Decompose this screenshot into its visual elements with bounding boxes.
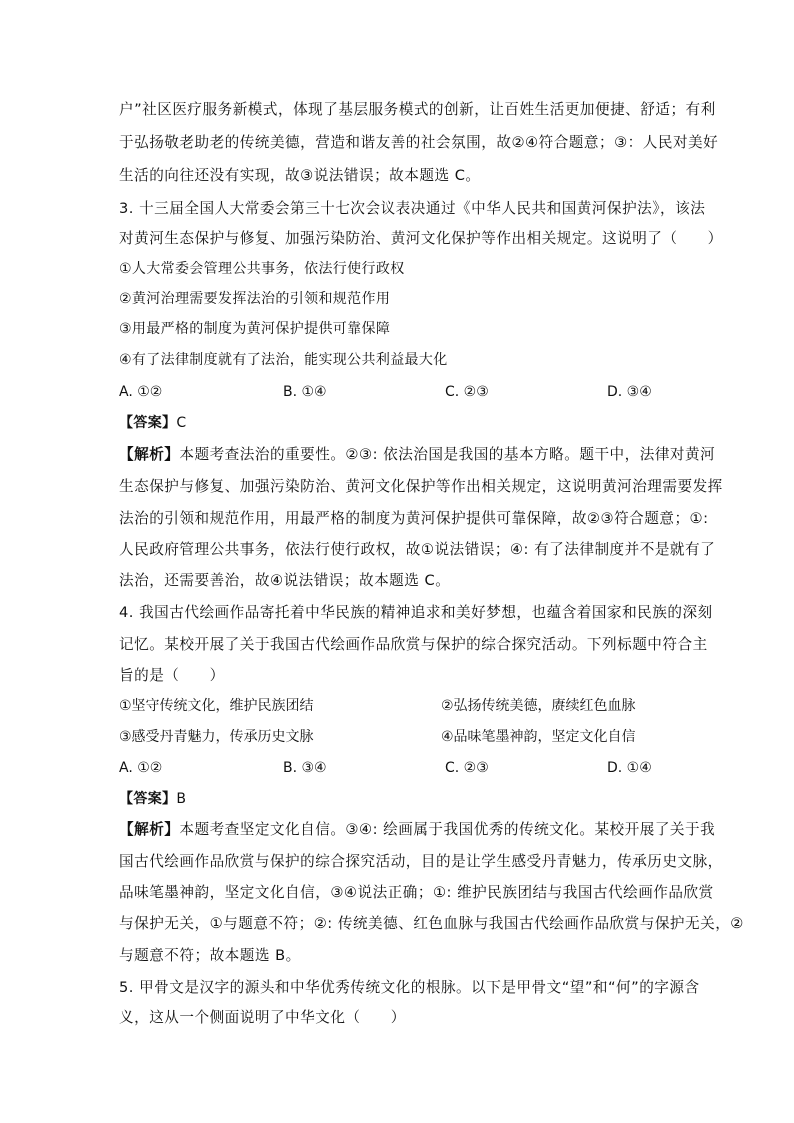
question-3-analysis: 法治，还需要善治，故④说法错误；故本题选 C。 — [119, 572, 451, 589]
question-5-stem: 义，这从一个侧面说明了中华文化（ ） — [119, 1009, 406, 1026]
question-3-analysis — [119, 445, 715, 465]
analysis-label: 【解析】 — [119, 446, 180, 463]
question-3-analysis: 人民政府管理公共事务，依法行使行政权，故①说法错误；④: 有了法律制度并不是就有了 — [119, 541, 716, 558]
question-5-stem: 5. 甲骨文是汉字的源头和中华优秀传统文化的根脉。以下是甲骨文“望”和“何”的字源含 — [119, 979, 700, 996]
option-c: C. ②③ — [445, 384, 489, 400]
text-line: 户”社区医疗服务新模式，体现了基层服务模式的创新，让百姓生活更加便捷、舒适；有利 — [119, 101, 716, 118]
option-a: A. ①② — [119, 384, 163, 400]
question-4-item: ④品味笔墨神韵，坚定文化自信 — [441, 729, 636, 745]
question-4-analysis: 国古代绘画作品欣赏与保护的综合探究活动，目的是让学生感受丹青魅力，传承历史文脉， — [119, 853, 723, 870]
question-3-item: ③用最严格的制度为黄河保护提供可靠保障 — [119, 321, 391, 337]
question-4-analysis: 与保护无关，①与题意不符；②: 传统美德、红色血脉与我国古代绘画作品欣赏与保护无关，② — [119, 915, 744, 932]
option-d: D. ①④ — [607, 760, 652, 776]
answer-label: 【答案】 — [119, 791, 177, 807]
question-3-stem: 3. 十三届全国人大常委会第三十七次会议表决通过《中华人民共和国黄河保护法》，该法 — [119, 200, 706, 217]
question-4-stem: 旨的是（ ） — [119, 667, 225, 684]
question-4-analysis: 与题意不符；故本题选 B。 — [119, 947, 301, 964]
question-4-analysis: 品味笔墨神韵，坚定文化自信，③④说法正确；①: 维护民族团结与我国古代绘画作品欣赏 — [119, 884, 714, 901]
question-4-stem: 4. 我国古代绘画作品寄托着中华民族的精神追求和美好梦想，也蕴含着国家和民族的深刻 — [119, 604, 713, 621]
option-c: C. ②③ — [445, 760, 489, 776]
question-3-item: ④有了法律制度就有了法治，能实现公共利益最大化 — [119, 352, 448, 368]
question-3-answer — [119, 413, 187, 433]
question-4-item: ①坚守传统文化，维护民族团结 — [119, 698, 314, 714]
option-a: A. ①② — [119, 760, 163, 776]
question-3-item: ①人大常委会管理公共事务，依法行使行政权 — [119, 261, 405, 277]
analysis-text: 本题考查法治的重要性。②③: 依法治国是我国的基本方略。题干中，法律对黄河 — [179, 446, 716, 463]
text-line: 于弘扬敬老助老的传统美德，营造和谐友善的社会氛围，故②④符合题意；③：人民对美好 — [119, 134, 719, 151]
option-b: B. ①④ — [283, 384, 327, 400]
question-3-options — [119, 382, 679, 402]
analysis-label: 【解析】 — [119, 821, 180, 838]
text-line: 生活的向往还没有实现，故③说法错误；故本题选 C。 — [119, 167, 481, 184]
answer-value: B — [176, 791, 187, 807]
question-4-items-row — [119, 696, 679, 716]
analysis-text: 本题考查坚定文化自信。③④: 绘画属于我国优秀的传统文化。某校开展了关于我 — [179, 821, 716, 838]
answer-value: C — [176, 415, 187, 431]
answer-label: 【答案】 — [119, 415, 177, 431]
question-4-item: ②弘扬传统美德，赓续红色血脉 — [441, 698, 636, 714]
question-3-analysis: 法治的引领和规范作用，用最严格的制度为黄河保护提供可靠保障，故②③符合题意；①: — [119, 510, 709, 527]
question-4-analysis — [119, 820, 715, 840]
question-3-stem: 对黄河生态保护与修复、加强污染防治、黄河文化保护等作出相关规定。这说明了（ ） — [119, 230, 723, 247]
option-d: D. ③④ — [607, 384, 652, 400]
question-4-stem: 记忆。某校开展了关于我国古代绘画作品欣赏与保护的综合探究活动。下列标题中符合主 — [119, 636, 708, 653]
question-4-item: ③感受丹青魅力，传承历史文脉 — [119, 729, 314, 745]
option-b: B. ③④ — [283, 760, 327, 776]
question-3-item: ②黄河治理需要发挥法治的引领和规范作用 — [119, 291, 391, 307]
question-4-options — [119, 758, 679, 778]
question-4-items-row — [119, 727, 679, 747]
question-3-analysis: 生态保护与修复、加强污染防治、黄河文化保护等作出相关规定，这说明黄河治理需要发挥 — [119, 478, 723, 495]
question-4-answer — [119, 789, 186, 809]
